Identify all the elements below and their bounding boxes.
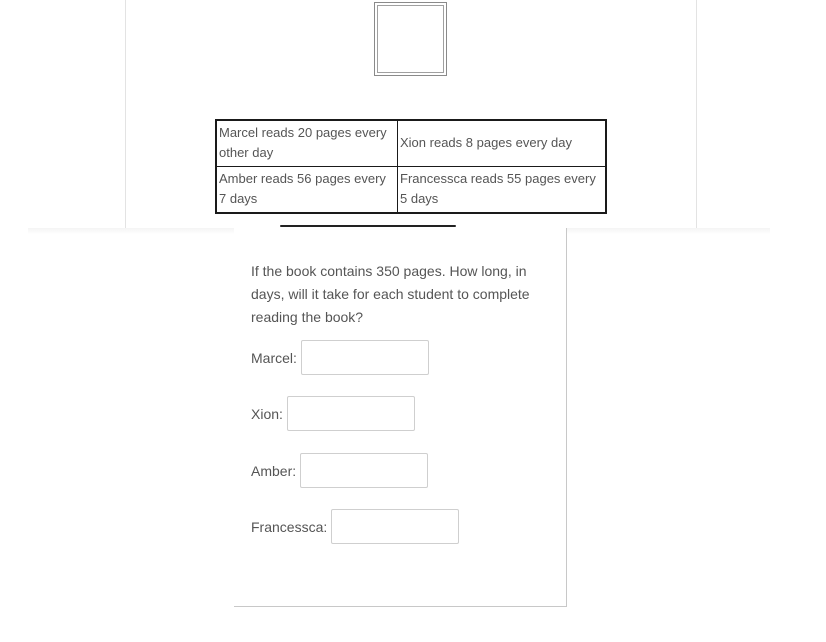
table-cell: Xion reads 8 pages every day <box>398 120 607 167</box>
answer-label: Amber: <box>251 462 297 479</box>
image-placeholder <box>374 2 447 76</box>
francessca-answer-input[interactable] <box>331 509 459 544</box>
table-cell: Francessca reads 55 pages every 5 days <box>398 167 607 214</box>
table-cell: Amber reads 56 pages every 7 days <box>216 167 398 214</box>
answer-label: Francessca: <box>251 518 328 535</box>
marcel-answer-input[interactable] <box>301 340 429 375</box>
answer-label: Marcel: <box>251 349 297 366</box>
amber-answer-input[interactable] <box>300 453 428 488</box>
answer-row-amber <box>251 453 428 488</box>
table-cell: Marcel reads 20 pages every other day <box>216 120 398 167</box>
answer-row-marcel <box>251 340 429 375</box>
question-panel <box>234 228 567 607</box>
question-text: If the book contains 350 pages. How long, in days, will it take for each student to complete reading the book? <box>251 263 530 325</box>
xion-answer-input[interactable] <box>287 396 415 431</box>
reading-rates-table <box>215 119 607 214</box>
scroll-divider <box>280 225 456 227</box>
table-row <box>216 120 606 167</box>
answer-row-xion <box>251 396 415 431</box>
answer-row-francessca <box>251 509 459 544</box>
answer-label: Xion: <box>251 405 283 422</box>
table-row <box>216 167 606 214</box>
image-placeholder-inner <box>377 5 444 73</box>
